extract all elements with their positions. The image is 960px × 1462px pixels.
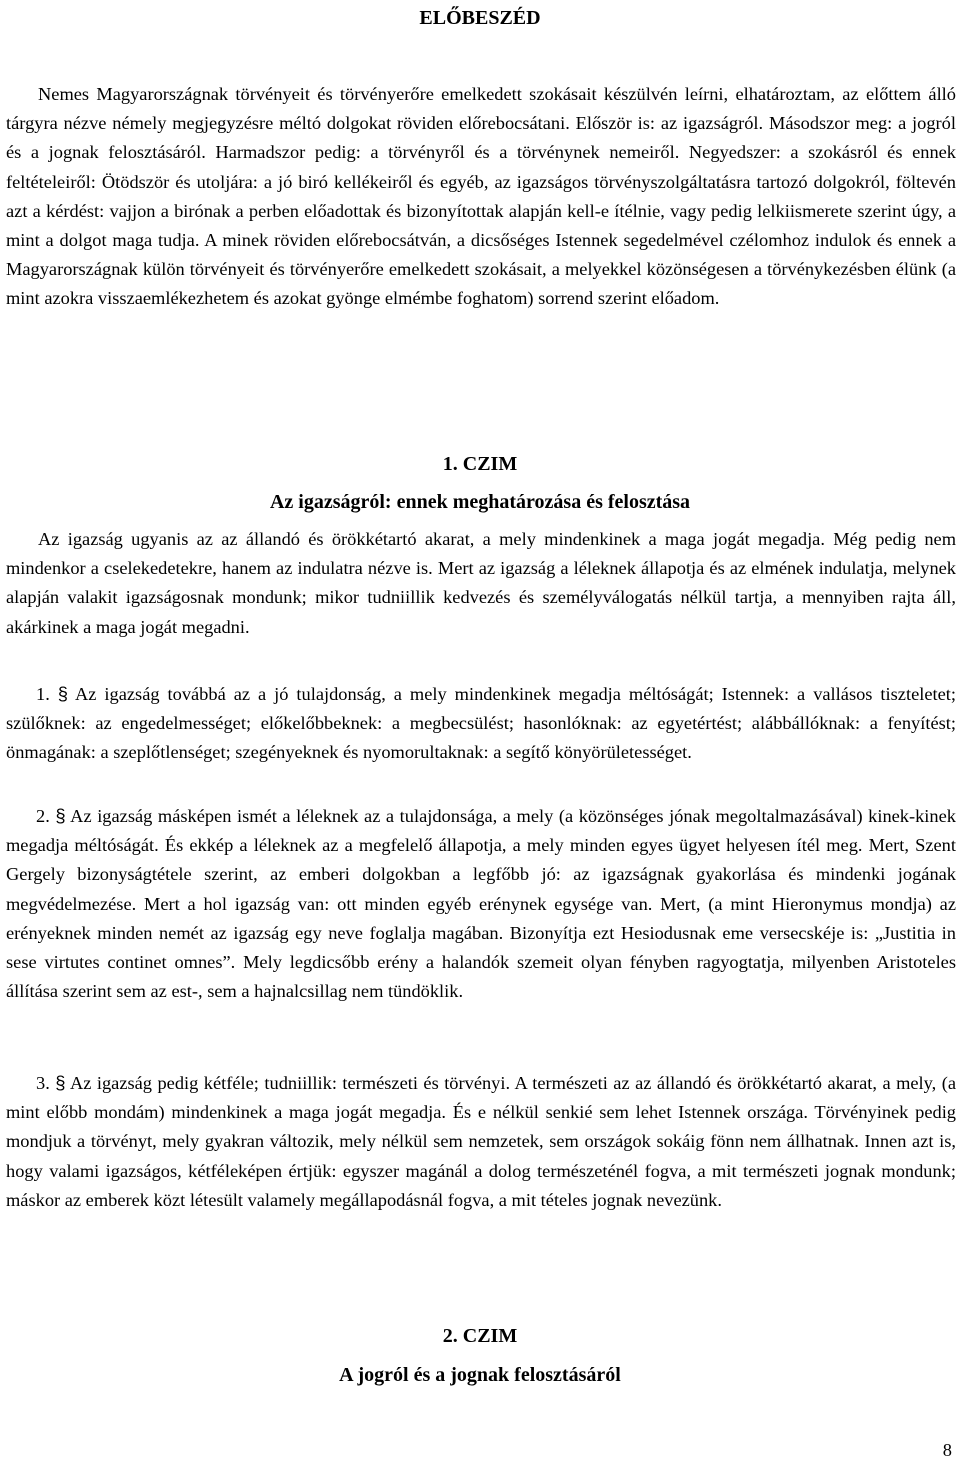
chapter-2-title: A jogról és a jognak felosztásáról bbox=[339, 1364, 621, 1386]
section-sign-icon: § bbox=[57, 683, 69, 704]
chapter-1-intro-paragraph: Az igazság ugyanis az az állandó és örökkétartó akarat, a mely mindenkinek a maga jogát megadja. Még pedig nem mindenkor a cselekedetekre, hanem az indulatra nézve is. Mert az igazság a léleknek állapotja és az elmének indulatja, melynek alapján valakit igazságosnak mondunk; mikor tudniillik kedvezés és személyválogatás nélkül tartja, a mennyiben rajta áll, akárkinek a maga jogát megadni. bbox=[6, 529, 956, 637]
section-text: Az igazság másképen ismét a léleknek az a tulajdonsága, a mely (a közönséges jónak megoltalmazásával) kinek-kinek megadja méltóságát. És ekkép a léleknek az a megfelelő állapotja, a mely minden egyes ügyet helyesen ítél meg. Mert, Szent Gergely bizonyságtétele szerint, az emberi dolgokban a legfőbb jó: az igazságnak gyakorlása és mindenki jogának megvédelmezése. Mert a hol igazság van: ott minden egyéb erénynek egysége van. Mert, (a mint Hieronymus mondja) az erényeknek minden nemét az igazság egy neve foglalja magában. Bizonyítja ezt Hesiodusnak eme versecskéje is: „Justitia in sese virtutes continet omnes”. Mely legdicsőbb erény a halandók szemeit olyan fényben ragyogtatja, milyenben Aristoteles állítása szerint sem az est-, sem a hajnalcsillag nem tündöklik. bbox=[6, 806, 956, 1002]
preface-paragraph: Nemes Magyarországnak törvényeit és törvényerőre emelkedett szokásait készülvén leírni, elhatároztam, az előttem álló tárgyra nézve némely megjegyzésre méltó dolgokat röviden előrebocsátani. Először is: az igazságról. Másodszor meg: a jogról és a jognak felosztásáról. Harmadszor pedig: a törvényről és a törvénynek nemeiről. Negyedszer: a szokásról és ennek feltételeiről: Ötödször és utoljára: a jó biró kellékeiről és egyéb, az igazságos törvényszolgáltatásra tartozó dolgokról, föltevén azt a kérdést: vajjon a birónak a perben előadottak és bizonyítottak alapján kell-e ítélnie, vagy pedig lelkiismerete szerint úgy, a mint a dolgot maga tudja. A minek röviden előrebocsátván, a dicsőséges Istennek segedelmével czélomhoz indulok és ennek a Magyarországnak külön törvényeit és törvényerőre emelkedett szokásait, a melyekkel közönségesen a törvénykezésben élünk (a mint azokra visszaemlékezhetem és azokat gyönge elmémbe foghatom) sorrend szerint előadom. bbox=[6, 84, 956, 309]
section-1-paragraph bbox=[6, 679, 956, 768]
page-number: 8 bbox=[942, 1440, 952, 1460]
section-text: Az igazság továbbá az a jó tulajdonság, a mely mindenkinek megadja méltóságát; Istennek: a vallásos tiszteletet; szülőknek: az engedelmességet; előkelőbbeknek: a megbecsülést; hasonlóknak: az egyetértést; alábbállóknak: a fenyítést; önmagának: a szeplőtlenséget; szegényeknek és nyomorultaknak: a segítő könyörületességet. bbox=[6, 684, 956, 763]
chapter-1-title: Az igazságról: ennek meghatározása és felosztása bbox=[269, 491, 691, 513]
chapter-2-number: 2. CZIM bbox=[442, 1325, 518, 1347]
section-number: 1. bbox=[36, 684, 50, 704]
section-sign-icon: § bbox=[55, 805, 66, 826]
section-3-paragraph bbox=[6, 1068, 956, 1215]
section-text: Az igazság pedig kétféle; tudniillik: természeti és törvényi. A természeti az az állandó és örökkétartó akarat, a mely, (a mint előbb mondám) mindenkinek a maga jogát megadja. És e nélkül senkié sem lehet Istennek országa. Törvényinek pedig mondjuk a törvényt, mely gyakran változik, mely nélkül sem nemzetek, sem országok sokáig fönn nem állhatnak. Innen azt is, hogy valami igazságos, kétféleképen értjük: egyszer magánál a dolog természeténél fogva, a mit természeti jognak mondunk; máskor az emberek közt létesült valamely megállapodásnál fogva, a mit tételes jognak nevezünk. bbox=[6, 1073, 956, 1210]
chapter-1-number: 1. CZIM bbox=[442, 453, 518, 475]
section-number: 3. bbox=[36, 1073, 50, 1093]
section-sign-icon: § bbox=[55, 1072, 66, 1093]
section-number: 2. bbox=[36, 806, 50, 826]
section-2-paragraph bbox=[6, 801, 956, 1006]
preface-title: ELŐBESZÉD bbox=[419, 7, 541, 29]
